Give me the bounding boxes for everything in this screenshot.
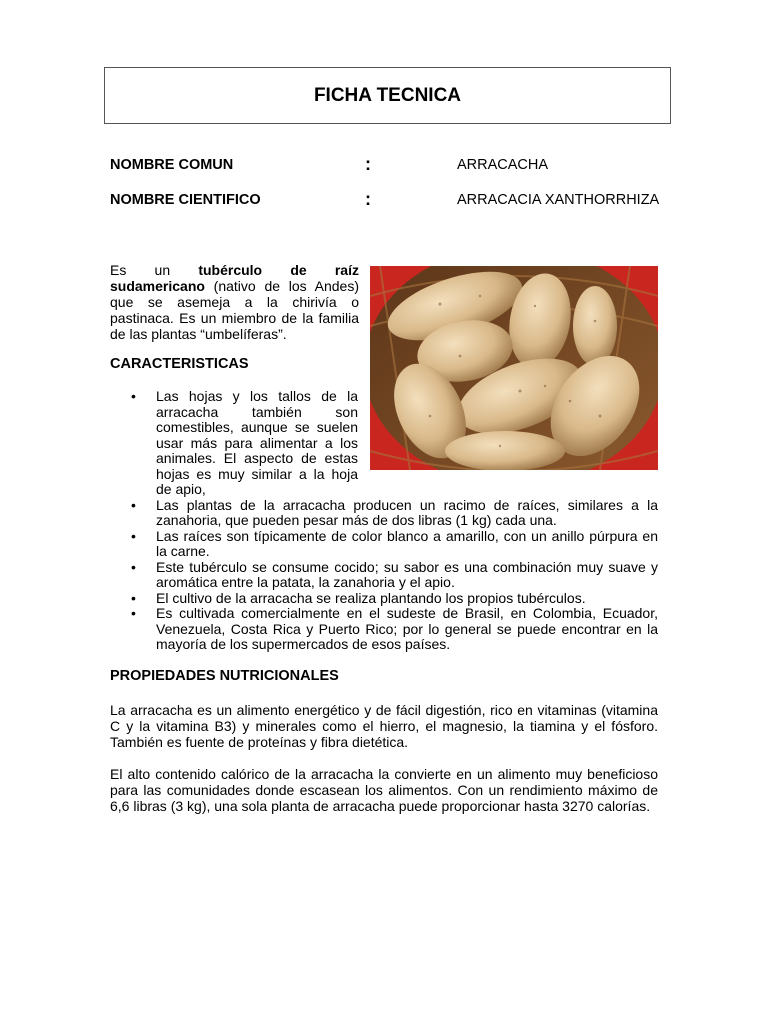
- nutrition-heading: PROPIEDADES NUTRICIONALES: [110, 668, 339, 684]
- scientific-name-label: NOMBRE CIENTIFICO: [110, 192, 261, 208]
- list-item: • Este tubérculo se consume cocido; su sabor es una combinación muy suave y aromática entre la patata, la zanahoria y el apio.: [131, 558, 658, 590]
- bullet-icon: •: [131, 589, 136, 606]
- common-name-colon: :: [365, 154, 371, 174]
- bullet-icon: •: [131, 388, 136, 404]
- scientific-name-colon: :: [365, 189, 371, 209]
- list-item: • Las hojas y los tallos de la arracacha también son comestibles, aunque se suelen usar más para alimentar a los animales. El aspecto de estas hojas es muy similar a la hoja de apio,: [131, 388, 358, 497]
- characteristics-list: [110, 389, 658, 653]
- intro-text-2: (nativo de los Andes) que se asemeja a la chirivía o pastinaca. Es un miembro de la familia de las plantas “umbelíferas”.: [110, 278, 359, 342]
- intro-text-1: Es un: [110, 262, 199, 278]
- list-item: • Las raíces son típicamente de color blanco a amarillo, con un anillo púrpura en la carne.: [131, 527, 658, 559]
- bullet-icon: •: [131, 605, 136, 621]
- scientific-name-row: [110, 189, 670, 212]
- common-name-value: ARRACACHA: [457, 157, 549, 173]
- list-item: • Las plantas de la arracacha producen un racimo de raíces, similares a la zanahoria, que pueden pesar más de dos libras (1 kg) cada una.: [131, 496, 658, 528]
- nutrition-paragraph-1: La arracacha es un alimento energético y de fácil digestión, rico en vitaminas (vitamina C y la vitamina B3) y minerales como el hierro, el magnesio, la tiamina y el fósforo. También es fuente de proteínas y fibra dietética.: [110, 702, 658, 750]
- intro-paragraph: [110, 262, 359, 342]
- common-name-row: [110, 154, 670, 177]
- bullet-icon: •: [131, 558, 136, 575]
- bullet-icon: •: [131, 527, 136, 544]
- list-item: • Es cultivada comercialmente en el sudeste de Brasil, en Colombia, Ecuador, Venezuela, Costa Rica y Puerto Rico; por lo general se puede encontrar en la mayoría de los supermercados de esos países.: [131, 605, 658, 652]
- common-name-label: NOMBRE COMUN: [110, 157, 234, 173]
- page-title: FICHA TECNICA: [104, 67, 671, 124]
- characteristics-heading: CARACTERISTICAS: [110, 356, 249, 372]
- scientific-name-value: ARRACACIA XANTHORRHIZA: [457, 192, 660, 208]
- list-item: • El cultivo de la arracacha se realiza plantando los propios tubérculos.: [131, 589, 586, 606]
- intro-bold-text: tubérculo de raíz sudamericano: [110, 262, 359, 294]
- nutrition-paragraph-2: El alto contenido calórico de la arracacha la convierte en un alimento muy beneficioso para las comunidades donde escasean los alimentos. Con un rendimiento máximo de 6,6 libras (3 kg), una sola planta de arracacha puede proporcionar hasta 3270 calorías.: [110, 766, 658, 814]
- bullet-icon: •: [131, 496, 136, 513]
